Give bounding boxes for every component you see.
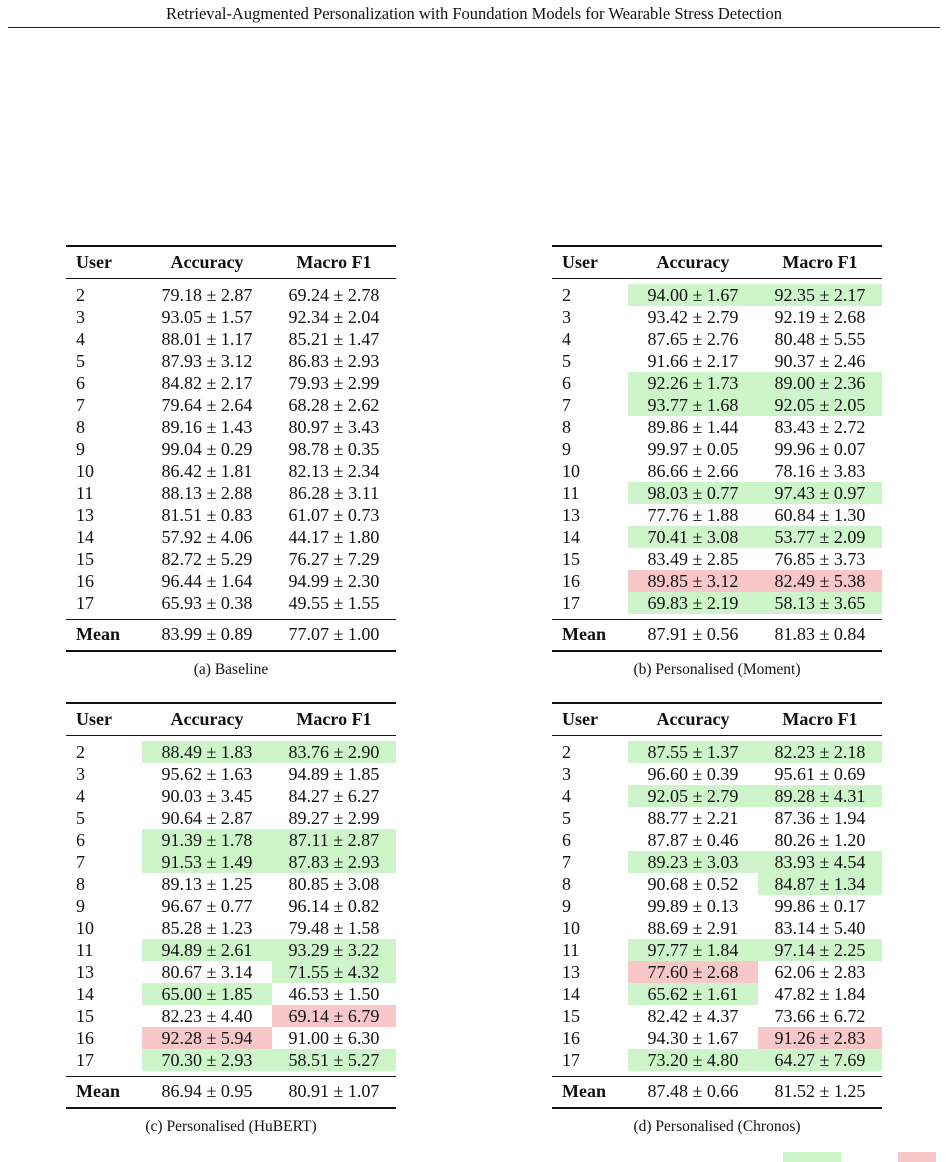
caption-moment: (b) Personalised (Moment) [633, 661, 801, 678]
macro-f1-cell: 83.43 ± 2.72 [774, 417, 866, 437]
accuracy-cell: 98.03 ± 0.77 [628, 482, 758, 504]
accuracy-cell: 88.49 ± 1.83 [142, 741, 272, 763]
user-cell: 16 [76, 571, 94, 591]
user-cell: 17 [76, 1050, 94, 1070]
legend-improved-swatch [783, 1152, 841, 1162]
legend-degraded-swatch [898, 1152, 936, 1162]
macro-f1-cell: 91.26 ± 2.83 [758, 1027, 882, 1049]
user-cell: 7 [76, 852, 85, 872]
user-cell: 14 [76, 984, 94, 1004]
user-cell: 13 [76, 962, 94, 982]
user-cell: 6 [562, 830, 571, 850]
user-cell: 14 [562, 984, 580, 1004]
macro-f1-cell: 92.34 ± 2.04 [288, 307, 380, 327]
macro-f1-cell: 80.48 ± 5.55 [774, 329, 866, 349]
macro-f1-cell: 84.27 ± 6.27 [288, 786, 380, 806]
macro-f1-cell: 80.85 ± 3.08 [288, 874, 380, 894]
accuracy-cell: 77.76 ± 1.88 [647, 505, 739, 525]
user-cell: 9 [562, 439, 571, 459]
user-cell: 16 [562, 571, 580, 591]
macro-f1-cell: 78.16 ± 3.83 [774, 461, 866, 481]
column-header-macro-f1: Macro F1 [782, 252, 858, 272]
user-cell: 15 [562, 1006, 580, 1026]
table-body [552, 284, 882, 614]
accuracy-cell: 99.97 ± 0.05 [647, 439, 739, 459]
accuracy-cell: 96.67 ± 0.77 [161, 896, 253, 916]
mean-label: Mean [76, 1081, 120, 1101]
user-cell: 3 [76, 764, 85, 784]
macro-f1-cell: 90.37 ± 2.46 [774, 351, 866, 371]
bottom-rule [552, 650, 882, 652]
macro-f1-cell: 53.77 ± 2.09 [758, 526, 882, 548]
macro-f1-cell: 83.76 ± 2.90 [272, 741, 396, 763]
user-cell: 2 [76, 742, 85, 762]
header-row [552, 704, 882, 735]
mean-row [66, 620, 396, 650]
accuracy-cell: 73.20 ± 4.80 [628, 1049, 758, 1071]
macro-f1-cell: 96.14 ± 0.82 [288, 896, 380, 916]
mean-row [552, 620, 882, 650]
macro-f1-cell: 85.21 ± 1.47 [288, 329, 380, 349]
mean-macro-f1: 81.83 ± 0.84 [774, 624, 866, 644]
user-cell: 4 [76, 786, 85, 806]
macro-f1-cell: 99.86 ± 0.17 [774, 896, 866, 916]
macro-f1-cell: 99.96 ± 0.07 [774, 439, 866, 459]
macro-f1-cell: 97.14 ± 2.25 [758, 939, 882, 961]
mean-macro-f1: 80.91 ± 1.07 [288, 1081, 380, 1101]
macro-f1-cell: 95.61 ± 0.69 [774, 764, 866, 784]
accuracy-cell: 93.77 ± 1.68 [628, 394, 758, 416]
header-row [66, 704, 396, 735]
header-rule [8, 27, 940, 28]
user-cell: 11 [562, 483, 580, 503]
caption-baseline: (a) Baseline [193, 661, 269, 678]
macro-f1-cell: 86.28 ± 3.11 [288, 483, 380, 503]
macro-f1-cell: 87.83 ± 2.93 [272, 851, 396, 873]
macro-f1-cell: 87.36 ± 1.94 [774, 808, 866, 828]
column-header-user: User [76, 709, 112, 729]
user-cell: 5 [76, 808, 85, 828]
accuracy-cell: 88.69 ± 2.91 [647, 918, 739, 938]
macro-f1-cell: 76.27 ± 7.29 [288, 549, 380, 569]
user-cell: 7 [562, 852, 571, 872]
user-cell: 8 [562, 417, 571, 437]
user-cell: 5 [76, 351, 85, 371]
mean-accuracy: 87.48 ± 0.66 [647, 1081, 739, 1101]
macro-f1-cell: 89.28 ± 4.31 [758, 785, 882, 807]
column-header-macro-f1: Macro F1 [296, 709, 372, 729]
user-cell: 11 [76, 483, 94, 503]
bottom-rule [66, 1107, 396, 1109]
column-header-accuracy: Accuracy [656, 709, 730, 729]
macro-f1-cell: 69.24 ± 2.78 [288, 285, 380, 305]
column-header-user: User [76, 252, 112, 272]
mean-row [66, 1077, 396, 1107]
macro-f1-cell: 84.87 ± 1.34 [758, 873, 882, 895]
caption-chronos: (d) Personalised (Chronos) [633, 1118, 801, 1135]
user-cell: 8 [562, 874, 571, 894]
user-cell: 6 [76, 373, 85, 393]
accuracy-cell: 87.65 ± 2.76 [647, 329, 739, 349]
mean-accuracy: 86.94 ± 0.95 [161, 1081, 253, 1101]
bottom-rule [552, 1107, 882, 1109]
macro-f1-cell: 49.55 ± 1.55 [288, 593, 380, 613]
user-cell: 17 [562, 593, 580, 613]
macro-f1-cell: 82.13 ± 2.34 [288, 461, 380, 481]
accuracy-cell: 89.85 ± 3.12 [628, 570, 758, 592]
accuracy-cell: 88.13 ± 2.88 [161, 483, 253, 503]
table-chronos [552, 702, 882, 1109]
user-cell: 6 [76, 830, 85, 850]
accuracy-cell: 82.42 ± 4.37 [647, 1006, 739, 1026]
accuracy-cell: 96.60 ± 0.39 [647, 764, 739, 784]
user-cell: 14 [76, 527, 94, 547]
accuracy-cell: 95.62 ± 1.63 [161, 764, 253, 784]
accuracy-cell: 77.60 ± 2.68 [628, 961, 758, 983]
user-cell: 15 [76, 1006, 94, 1026]
accuracy-cell: 87.87 ± 0.46 [647, 830, 739, 850]
accuracy-cell: 92.05 ± 2.79 [628, 785, 758, 807]
user-cell: 10 [562, 461, 580, 481]
macro-f1-cell: 97.43 ± 0.97 [758, 482, 882, 504]
accuracy-cell: 65.62 ± 1.61 [628, 983, 758, 1005]
user-cell: 8 [76, 417, 85, 437]
accuracy-cell: 57.92 ± 4.06 [161, 527, 253, 547]
macro-f1-cell: 80.26 ± 1.20 [774, 830, 866, 850]
macro-f1-cell: 93.29 ± 3.22 [272, 939, 396, 961]
accuracy-cell: 97.77 ± 1.84 [628, 939, 758, 961]
accuracy-cell: 94.30 ± 1.67 [647, 1028, 739, 1048]
user-cell: 4 [562, 329, 571, 349]
macro-f1-cell: 83.14 ± 5.40 [774, 918, 866, 938]
user-cell: 16 [562, 1028, 580, 1048]
accuracy-cell: 89.16 ± 1.43 [161, 417, 253, 437]
macro-f1-cell: 89.00 ± 2.36 [758, 372, 882, 394]
user-cell: 11 [76, 940, 94, 960]
user-cell: 9 [76, 439, 85, 459]
column-header-accuracy: Accuracy [656, 252, 730, 272]
macro-f1-cell: 58.51 ± 5.27 [272, 1049, 396, 1071]
accuracy-cell: 81.51 ± 0.83 [161, 505, 253, 525]
accuracy-cell: 69.83 ± 2.19 [628, 592, 758, 614]
macro-f1-cell: 61.07 ± 0.73 [288, 505, 380, 525]
macro-f1-cell: 92.35 ± 2.17 [758, 284, 882, 306]
user-cell: 2 [562, 742, 571, 762]
mean-label: Mean [76, 624, 120, 644]
table-body [66, 741, 396, 1071]
column-header-macro-f1: Macro F1 [296, 252, 372, 272]
accuracy-cell: 92.26 ± 1.73 [628, 372, 758, 394]
macro-f1-cell: 69.14 ± 6.79 [272, 1005, 396, 1027]
accuracy-cell: 82.72 ± 5.29 [161, 549, 253, 569]
accuracy-cell: 99.04 ± 0.29 [161, 439, 253, 459]
user-cell: 17 [562, 1050, 580, 1070]
macro-f1-cell: 87.11 ± 2.87 [272, 829, 396, 851]
user-cell: 9 [562, 896, 571, 916]
accuracy-cell: 92.28 ± 5.94 [142, 1027, 272, 1049]
macro-f1-cell: 58.13 ± 3.65 [758, 592, 882, 614]
user-cell: 14 [562, 527, 580, 547]
column-header-accuracy: Accuracy [170, 252, 244, 272]
column-header-user: User [562, 709, 598, 729]
accuracy-cell: 89.86 ± 1.44 [647, 417, 739, 437]
mean-row [552, 1077, 882, 1107]
accuracy-cell: 88.77 ± 2.21 [647, 808, 739, 828]
user-cell: 10 [562, 918, 580, 938]
user-cell: 13 [562, 505, 580, 525]
accuracy-cell: 94.89 ± 2.61 [142, 939, 272, 961]
user-cell: 3 [562, 307, 571, 327]
table-baseline [66, 245, 396, 652]
user-cell: 2 [562, 285, 571, 305]
user-cell: 4 [562, 786, 571, 806]
accuracy-cell: 87.55 ± 1.37 [628, 741, 758, 763]
table-moment [552, 245, 882, 652]
accuracy-cell: 99.89 ± 0.13 [647, 896, 739, 916]
table-hubert [66, 702, 396, 1109]
accuracy-cell: 79.18 ± 2.87 [161, 285, 253, 305]
running-header: Retrieval-Augmented Personalization with Foundation Models for Wearable Stress Detection [165, 4, 783, 23]
user-cell: 5 [562, 351, 571, 371]
macro-f1-cell: 68.28 ± 2.62 [288, 395, 380, 415]
user-cell: 8 [76, 874, 85, 894]
accuracy-cell: 70.41 ± 3.08 [628, 526, 758, 548]
table-body [552, 741, 882, 1071]
macro-f1-cell: 62.06 ± 2.83 [774, 962, 866, 982]
accuracy-cell: 83.49 ± 2.85 [647, 549, 739, 569]
macro-f1-cell: 94.99 ± 2.30 [288, 571, 380, 591]
macro-f1-cell: 83.93 ± 4.54 [758, 851, 882, 873]
macro-f1-cell: 46.53 ± 1.50 [288, 984, 380, 1004]
mean-accuracy: 83.99 ± 0.89 [161, 624, 253, 644]
accuracy-cell: 91.39 ± 1.78 [142, 829, 272, 851]
macro-f1-cell: 79.48 ± 1.58 [288, 918, 380, 938]
table-body [66, 284, 396, 614]
macro-f1-cell: 76.85 ± 3.73 [774, 549, 866, 569]
user-cell: 13 [562, 962, 580, 982]
accuracy-cell: 65.93 ± 0.38 [161, 593, 253, 613]
user-cell: 7 [562, 395, 571, 415]
macro-f1-cell: 86.83 ± 2.93 [288, 351, 380, 371]
mean-macro-f1: 81.52 ± 1.25 [774, 1081, 866, 1101]
user-cell: 9 [76, 896, 85, 916]
macro-f1-cell: 94.89 ± 1.85 [288, 764, 380, 784]
macro-f1-cell: 71.55 ± 4.32 [272, 961, 396, 983]
column-header-user: User [562, 252, 598, 272]
mean-accuracy: 87.91 ± 0.56 [647, 624, 739, 644]
accuracy-cell: 80.67 ± 3.14 [161, 962, 253, 982]
mean-label: Mean [562, 1081, 606, 1101]
accuracy-cell: 91.66 ± 2.17 [647, 351, 739, 371]
accuracy-cell: 93.42 ± 2.79 [647, 307, 739, 327]
accuracy-cell: 70.30 ± 2.93 [142, 1049, 272, 1071]
macro-f1-cell: 82.23 ± 2.18 [758, 741, 882, 763]
header-row [552, 247, 882, 278]
macro-f1-cell: 73.66 ± 6.72 [774, 1006, 866, 1026]
accuracy-cell: 82.23 ± 4.40 [161, 1006, 253, 1026]
macro-f1-cell: 79.93 ± 2.99 [288, 373, 380, 393]
accuracy-cell: 86.66 ± 2.66 [647, 461, 739, 481]
user-cell: 5 [562, 808, 571, 828]
user-cell: 15 [562, 549, 580, 569]
user-cell: 11 [562, 940, 580, 960]
macro-f1-cell: 60.84 ± 1.30 [774, 505, 866, 525]
header-row [66, 247, 396, 278]
accuracy-cell: 89.23 ± 3.03 [628, 851, 758, 873]
accuracy-cell: 85.28 ± 1.23 [161, 918, 253, 938]
macro-f1-cell: 92.05 ± 2.05 [758, 394, 882, 416]
user-cell: 10 [76, 461, 94, 481]
user-cell: 17 [76, 593, 94, 613]
accuracy-cell: 79.64 ± 2.64 [161, 395, 253, 415]
macro-f1-cell: 92.19 ± 2.68 [774, 307, 866, 327]
accuracy-cell: 65.00 ± 1.85 [142, 983, 272, 1005]
macro-f1-cell: 64.27 ± 7.69 [758, 1049, 882, 1071]
accuracy-cell: 90.03 ± 3.45 [161, 786, 253, 806]
column-header-accuracy: Accuracy [170, 709, 244, 729]
accuracy-cell: 90.68 ± 0.52 [647, 874, 739, 894]
accuracy-cell: 93.05 ± 1.57 [161, 307, 253, 327]
user-cell: 3 [562, 764, 571, 784]
accuracy-cell: 88.01 ± 1.17 [161, 329, 253, 349]
macro-f1-cell: 44.17 ± 1.80 [288, 527, 380, 547]
accuracy-cell: 91.53 ± 1.49 [142, 851, 272, 873]
mean-macro-f1: 77.07 ± 1.00 [288, 624, 380, 644]
column-header-macro-f1: Macro F1 [782, 709, 858, 729]
accuracy-cell: 84.82 ± 2.17 [161, 373, 253, 393]
bottom-rule [66, 650, 396, 652]
caption-hubert: (c) Personalised (HuBERT) [145, 1118, 317, 1135]
user-cell: 3 [76, 307, 85, 327]
macro-f1-cell: 80.97 ± 3.43 [288, 417, 380, 437]
macro-f1-cell: 91.00 ± 6.30 [288, 1028, 380, 1048]
user-cell: 6 [562, 373, 571, 393]
user-cell: 16 [76, 1028, 94, 1048]
user-cell: 2 [76, 285, 85, 305]
accuracy-cell: 96.44 ± 1.64 [161, 571, 253, 591]
accuracy-cell: 87.93 ± 3.12 [161, 351, 253, 371]
macro-f1-cell: 82.49 ± 5.38 [758, 570, 882, 592]
accuracy-cell: 90.64 ± 2.87 [161, 808, 253, 828]
user-cell: 13 [76, 505, 94, 525]
user-cell: 4 [76, 329, 85, 349]
user-cell: 7 [76, 395, 85, 415]
mean-label: Mean [562, 624, 606, 644]
accuracy-cell: 94.00 ± 1.67 [628, 284, 758, 306]
user-cell: 10 [76, 918, 94, 938]
accuracy-cell: 89.13 ± 1.25 [161, 874, 253, 894]
macro-f1-cell: 47.82 ± 1.84 [774, 984, 866, 1004]
user-cell: 15 [76, 549, 94, 569]
accuracy-cell: 86.42 ± 1.81 [161, 461, 253, 481]
macro-f1-cell: 89.27 ± 2.99 [288, 808, 380, 828]
macro-f1-cell: 98.78 ± 0.35 [288, 439, 380, 459]
